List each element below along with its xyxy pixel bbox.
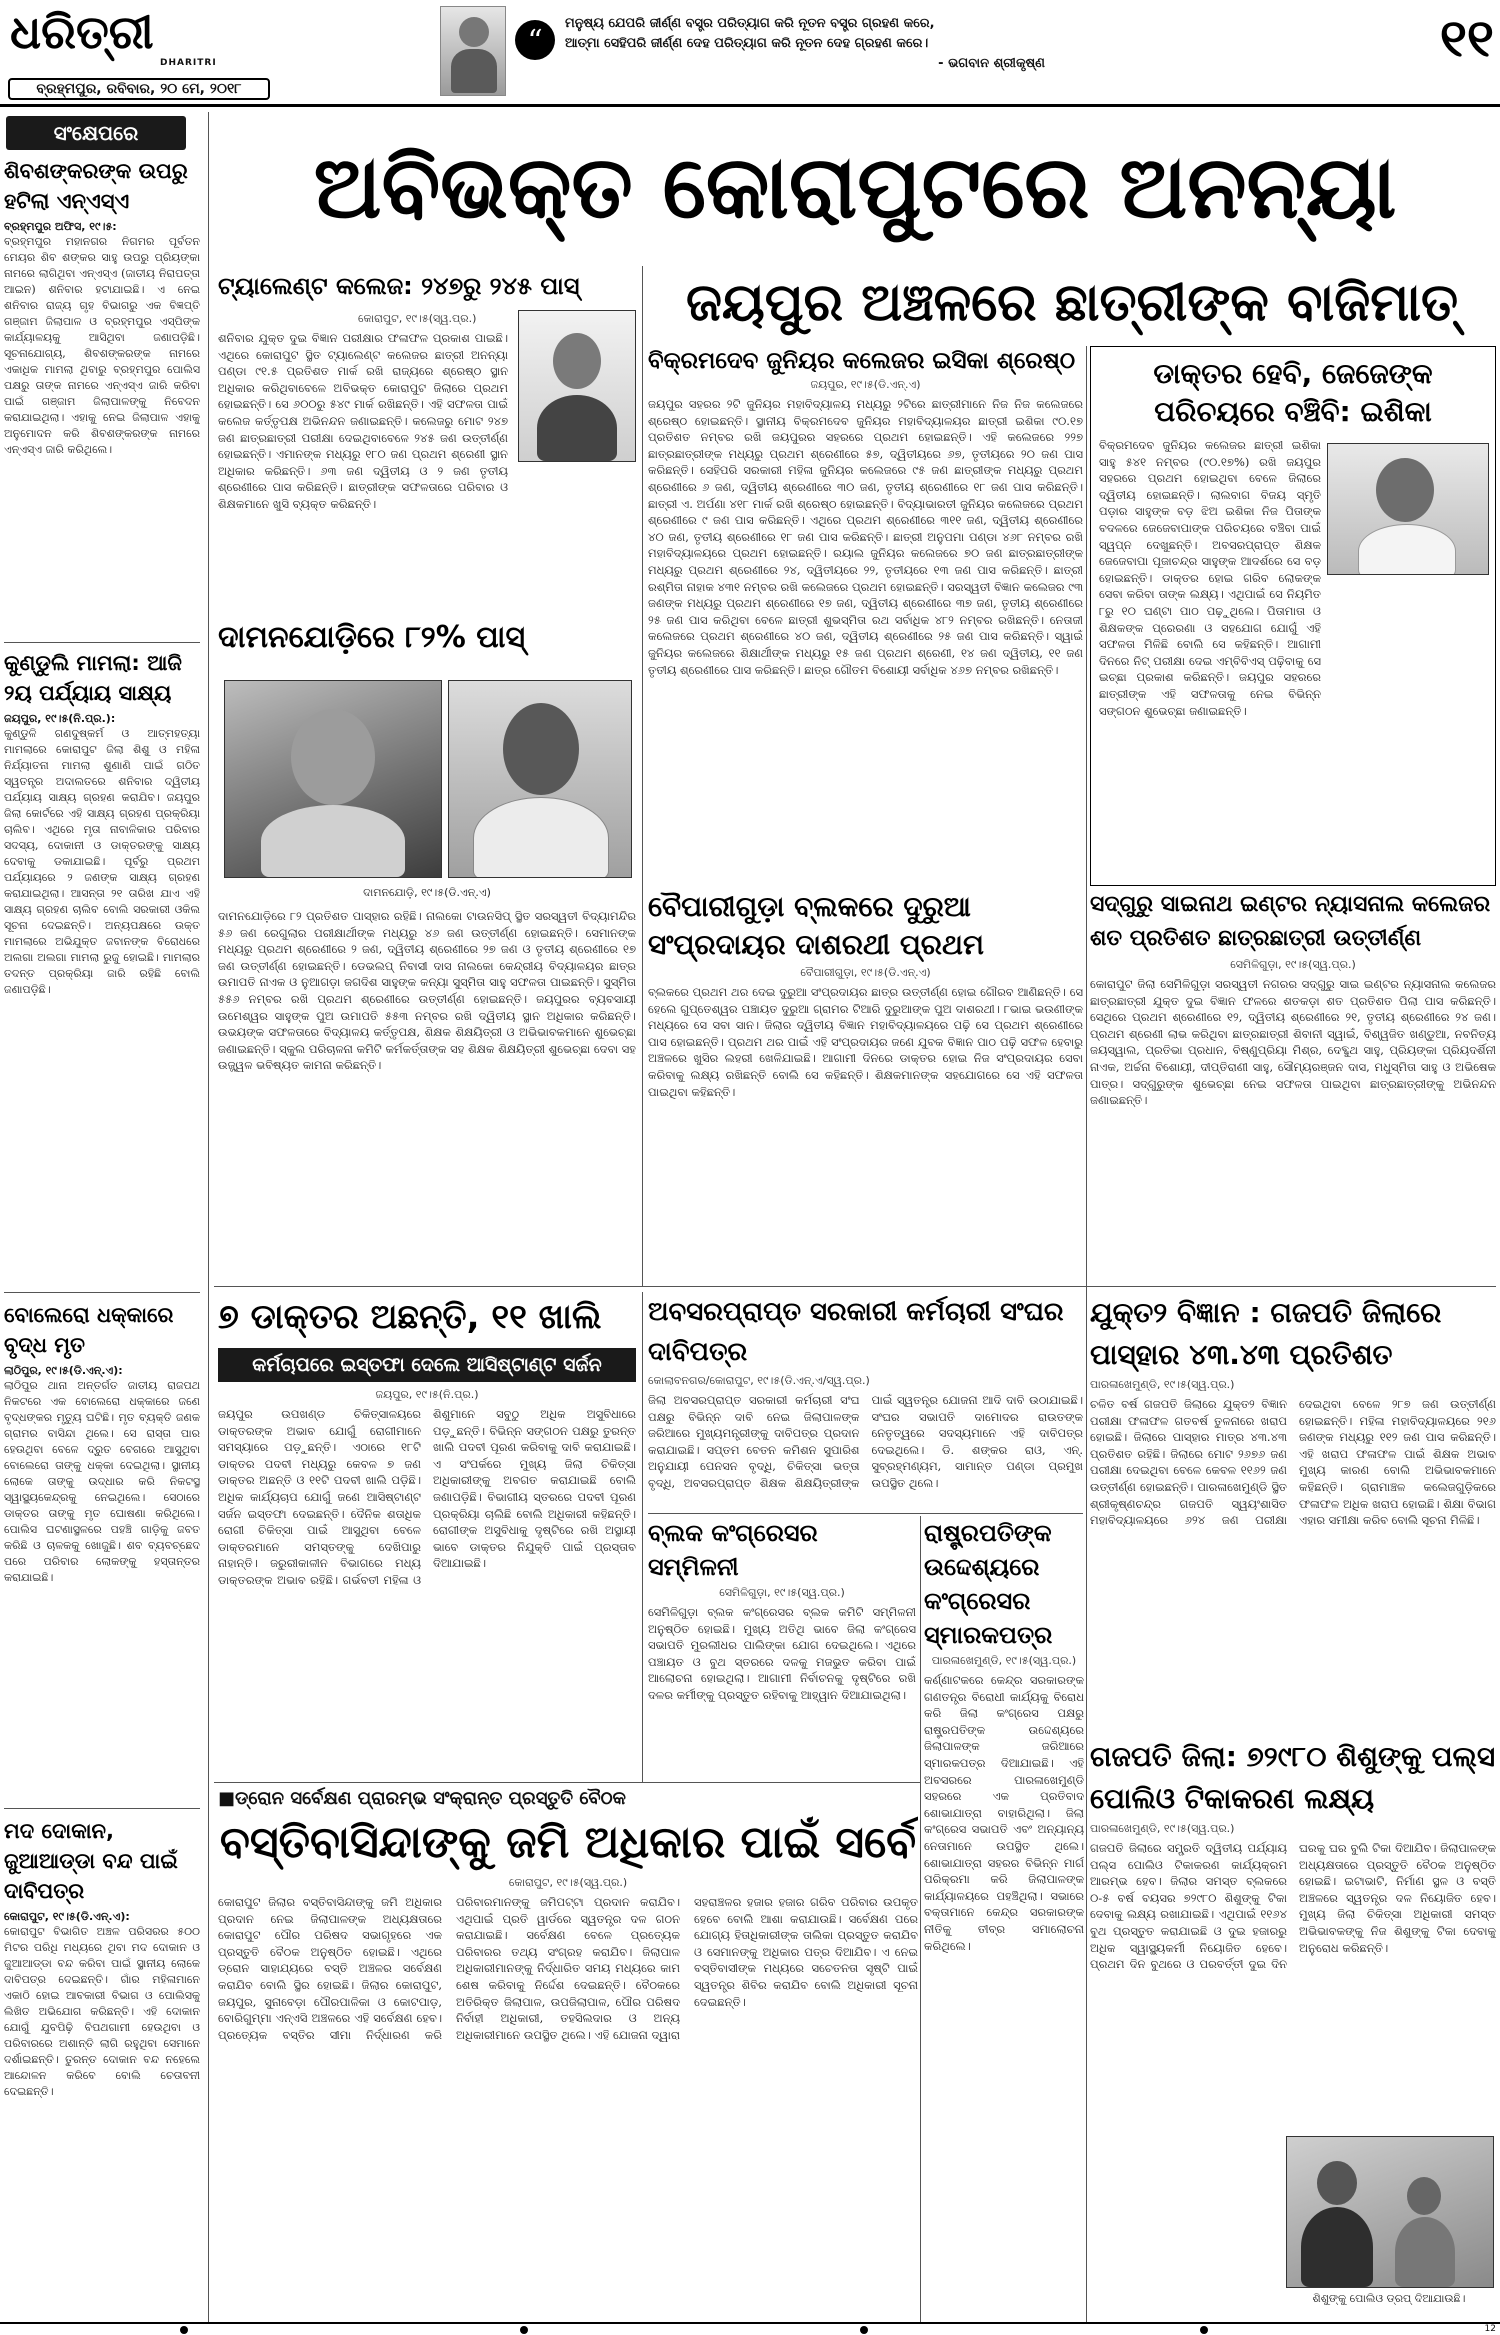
article-body: ଜୟପୁର ସହରର ୨ଟି ଜୁନିୟର ମହାବିଦ୍ୟାଳୟ ମଧ୍ୟରୁ ୨ଟିରେ ଛାତ୍ରୀମାନେ ନିଜ ନିଜ କଲେଜରେ ଶ୍ରେଷ୍ଠ ହୋଇଛନ୍ତି। ସ୍ଥାନୀୟ ବିକ୍ରମଦେବ ଜୁନିୟର ମହାବିଦ୍ୟାଳୟର ଛାତ୍ରୀ ଇଶିକା ୯୦.୧୭ ପ୍ରତିଶତ ନମ୍ବର ରଖି ଜୟପୁରର ସହରରେ ପ୍ରଥମ ହୋଇଛନ୍ତି। ଏହି କଲେଜରେ ୨୨୭ ଛାତ୍ରଛାତ୍ରୀଙ୍କ ମଧ୍ୟରୁ ପ୍ରଥମ ଶ୍ରେଣୀରେ ୫୭, ଦ୍ୱିତୀୟରେ ୬୭, ତୃତୀୟରେ ୨୦ ଜଣ ପାସ କରିଛନ୍ତି। ସେହିପରି ସରକାରୀ ମହିଳା ଜୁନିୟର କଲେଜରେ ୯୫ ଜଣ ଛାତ୍ରୀଙ୍କ ମଧ୍ୟରୁ ପ୍ରଥମ ଶ୍ରେଣୀରେ ୬ ଜଣ, ଦ୍ୱିତୀୟ ଶ୍ରେଣୀରେ ୩୦ ଜଣ, ତୃତୀୟ ଶ୍ରେଣୀରେ ୧୮ ଜଣ ପାସ କରିଛନ୍ତି। ଛାତ୍ରୀ ଏ. ଅର୍ପଣା ୪୧୮ ମାର୍କ ରଖି ଶ୍ରେଷ୍ଠ ହୋଇଛନ୍ତି। ବିଦ୍ୟାଭାରତୀ ଜୁନିୟର କଲେଜରେ ପ୍ରଥମ ଶ୍ରେଣୀରେ ୯ ଜଣ ପାସ କରିଛନ୍ତି। ଏଥିରେ ପ୍ରଥମ ଶ୍ରେଣୀରେ ୩୧୧ ଜଣ, ଦ୍ୱିତୀୟ ଶ୍ରେଣୀରେ ୪୦ ଜଣ, ତୃତୀୟ ଶ୍ରେଣୀରେ ୧୮ ଜଣ ପାସ କରିଛନ୍ତି। ଛାତ୍ରୀ ଅନୁପମା ପଣ୍ଡା ୪୬୮ ନମ୍ବର ରଖି ମହାବିଦ୍ୟାଳୟରେ ପ୍ରଥମ ହୋଇଛନ୍ତି। ରୟାଲ ଜୁନିୟର କଲେଜରେ ୭୦ ଜଣ ଛାତ୍ରଛାତ୍ରୀଙ୍କ ମଧ୍ୟରୁ ପ୍ରଥମ ଶ୍ରେଣୀରେ ୨୪, ଦ୍ୱିତୀୟରେ ୨୨, ତୃତୀୟରେ ୧୩ ଜଣ ପାସ କରିଛନ୍ତି। ଛାତ୍ରୀ ରଶ୍ମିତା ନାହାକ ୪୩୧ ନମ୍ବର ରଖି କଲେଜରେ ପ୍ରଥମ ହୋଇଛନ୍ତି। ସରସ୍ୱତୀ ବିଜ୍ଞାନ କଲେଜର ୯୩ ଜଣଙ୍କ ମଧ୍ୟରୁ ପ୍ରଥମ ଶ୍ରେଣୀରେ ୧୭ ଜଣ, ଦ୍ୱିତୀୟ ଶ୍ରେଣୀରେ ୩୭ ଜଣ, ତୃତୀୟ ଶ୍ରେଣୀରେ ୨୫ ଜଣ ପାସ କରିଥିବା ବେଳେ ଛାତ୍ରୀ ଶୁଭସ୍ମିତା ରଥ ସର୍ବାଧିକ ୪୮୨ ନମ୍ବର ରଖିଛନ୍ତି। ନେତାଜୀ କଲେଜରେ ପ୍ରଥମ ଶ୍ରେଣୀରେ ୪୦ ଜଣ, ଦ୍ୱିତୀୟ ଶ୍ରେଣୀରେ ୨୫ ଜଣ ପାସ କରିଛନ୍ତି। ସ୍ୱାଇଁ ଜୁନିୟର କଲେଜରେ ଶିକ୍ଷାର୍ଥୀଙ୍କ ମଧ୍ୟରୁ ୧୫ ଜଣ ପ୍ରଥମ ଶ୍ରେଣୀ, ୧୪ ଜଣ ଦ୍ୱିତୀୟ, ୧୧ ଜଣ ତୃତୀୟ ଶ୍ରେଣୀରେ ପାସ କରିଛନ୍ତି। ଛାତ୍ର ଗୌତମ ବିଶୋୟୀ ସର୍ବାଧିକ ୪୬୭ ନମ୍ବର ରଖିଛନ୍ତି। [648, 397, 1083, 677]
article-dateline: କୋରାପୁଟ, ୧୯।୫(ସ୍ୱ.ପ୍ର.) [358, 312, 477, 325]
masthead [0, 0, 1500, 100]
registration-marks [0, 2324, 1500, 2335]
article-dateline: ସେମିଳିଗୁଡ଼ା, ୧୯।୫(ସ୍ୱ.ପ୍ର.) [719, 1586, 845, 1599]
page-code: 12 [1484, 2324, 1496, 2334]
article-headline: ଟ୍ୟାଲେଣ୍ଟ କଲେଜ: ୨୪୭ରୁ ୨୪୫ ପାସ୍ [218, 272, 580, 300]
article-body: ବ୍ଲକରେ ପ୍ରଥମ ଥର ଦେଇ ଦୁରୁଆ ସଂପ୍ରଦାୟର ଛାତ୍ର ଉତ୍ତୀର୍ଣ୍ଣ ହୋଇ ଗୌରବ ଆଣିଛନ୍ତି। ସେ ହେଲେ ଗୁପ୍ତେଶ୍ୱର ପଞ୍ଚାୟତ ଦୁରୁଆ ଗ୍ରାମର ଟିଆରି ଦୁରୁଆଙ୍କ ପୁଅ ଦାଶରଥୀ। ୮ଭାଇ ଭଉଣୀଙ୍କ ମଧ୍ୟରେ ସେ ସବା ସାନ। ଜିଲାର ଦ୍ୱିତୀୟ ବିଜ୍ଞାନ ମହାବିଦ୍ୟାଳୟରେ ପଢ଼ି ସେ ପ୍ରଥମ ଶ୍ରେଣୀରେ ପାସ ହୋଇଛନ୍ତି। ପ୍ରଥମ ଥର ପାଇଁ ଏହି ସଂପ୍ରଦାୟର ଜଣେ ଯୁବକ ବିଜ୍ଞାନ ପାଠ ପଢ଼ି ସଫଳ ହେବାରୁ ଅଞ୍ଚଳରେ ଖୁସିର ଲହରୀ ଖେଳିଯାଇଛି। ଆଗାମୀ ଦିନରେ ଡାକ୍ତର ହୋଇ ନିଜ ସଂପ୍ରଦାୟର ସେବା କରିବାକୁ ଲକ୍ଷ୍ୟ ରଖିଛନ୍ତି ବୋଲି ସେ କହିଛନ୍ତି। ଶିକ୍ଷକମାନଙ୍କ ସହଯୋଗରେ ସେ ଏହି ସଫଳତା ପାଇଥିବା କହିଛନ୍ତି। [648, 985, 1083, 1099]
ananya-photo [518, 310, 636, 462]
article-headline: ସଦ୍‌ଗୁରୁ ସାଇନାଥ ଇଣ୍ଟର ନ୍ୟାସନାଲ କଲେଜର ଶତ ପ୍ରତିଶତ ଛାତ୍ରଛାତ୍ରୀ ଉତ୍ତୀର୍ଣ୍ଣ [1090, 892, 1491, 951]
dateline-bar [8, 78, 270, 100]
newspaper-logo: ଧରିତ୍ରୀ [10, 6, 154, 59]
brief-headline: ଶିବଶଙ୍କରଙ୍କ ଉପରୁ ହଟିଲା ଏନ୍‌ଏସ୍‌ଏ [4, 159, 188, 213]
quote-icon: “ [515, 20, 555, 60]
article-damanjodi [218, 618, 636, 1283]
quote-line-1: ମନୁଷ୍ୟ ଯେପରି ଜୀର୍ଣ୍ଣ ବସ୍ତ୍ର ପରିତ୍ୟାଗ କରି ନୂତନ ବସ୍ତ୍ର ଗ୍ରହଣ କରେ, [565, 16, 935, 31]
newspaper-logo-sub: DHARITRI [160, 58, 217, 68]
article-sub-headline: କର୍ମଚାପରେ ଇସ୍ତଫା ଦେଲେ ଆସିଷ୍ଟାଣ୍ଟ ସର୍ଜନ [218, 1348, 636, 1382]
gita-quote [565, 14, 1065, 94]
article-headline: ବ୍ଲକ କଂଗ୍ରେସର ସମ୍ମିଳନୀ [648, 1519, 818, 1581]
article-headline: ଜୟପୁର ଅଞ୍ଚଳରେ ଛାତ୍ରୀଙ୍କ ବାଜିମାତ୍ [685, 273, 1459, 333]
article-body: କର୍ଣ୍ଣାଟକରେ କେନ୍ଦ୍ର ସରକାରଙ୍କ ଗଣତନ୍ତ୍ର ବିରୋଧୀ କାର୍ଯ୍ୟକୁ ବିରୋଧ କରି ଜିଲା କଂଗ୍ରେସ ପକ୍ଷରୁ ରାଷ୍ଟ୍ରପତିଙ୍କ ଉଦ୍ଦେଶ୍ୟରେ ଜିଲାପାଳଙ୍କ ଜରିଆରେ ସ୍ମାରକପତ୍ର ଦିଆଯାଇଛି। ଏହି ଅବସରରେ ପାରଳାଖେମୁଣ୍ଡି ସହରରେ ଏକ ପ୍ରତିବାଦ ଶୋଭାଯାତ୍ରା ବାହାରିଥିଲା। ଜିଲା କଂଗ୍ରେସ ସଭାପତି ଏବଂ ଅନ୍ୟାନ୍ୟ ନେତାମାନେ ଉପସ୍ଥିତ ଥିଲେ। ଶୋଭାଯାତ୍ରା ସହରର ବିଭିନ୍ନ ମାର୍ଗ ପରିକ୍ରମା କରି ଜିଲାପାଳଙ୍କ କାର୍ଯ୍ୟାଳୟରେ ପହଞ୍ଚିଥିଲା। ସଭାରେ ବକ୍ତାମାନେ କେନ୍ଦ୍ର ସରକାରଙ୍କ ନୀତିକୁ ତୀବ୍ର ସମାଲୋଚନା କରିଥିଲେ। [924, 1673, 1084, 1953]
article-polio [1090, 1736, 1496, 2322]
article-body: ଜୟପୁର ଉପଖଣ୍ଡ ଚିକିତ୍ସାଳୟରେ ଡାକ୍ତରଙ୍କ ଅଭାବ ଯୋଗୁଁ ରୋଗୀମାନେ ସମସ୍ୟାରେ ପଡ଼ୁଛନ୍ତି। ଏଠାରେ ୧୮ଟି ଡାକ୍ତର ପଦବୀ ମଧ୍ୟରୁ କେବଳ ୭ ଜଣ ଡାକ୍ତର ଅଛନ୍ତି ଓ ୧୧ଟି ପଦବୀ ଖାଲି ପଡ଼ିଛି। ଅଧିକ କାର୍ଯ୍ୟଚାପ ଯୋଗୁଁ ଜଣେ ଆସିଷ୍ଟାଣ୍ଟ ସର୍ଜନ ଇସ୍ତଫା ଦେଇଛନ୍ତି। ଦୈନିକ ଶତାଧିକ ରୋଗୀ ଚିକିତ୍ସା ପାଇଁ ଆସୁଥିବା ବେଳେ ଡାକ୍ତରମାନେ ସମସ୍ତଙ୍କୁ ଦେଖିପାରୁ ନାହାନ୍ତି। ଜରୁରୀକାଳୀନ ବିଭାଗରେ ମଧ୍ୟ ଡାକ୍ତରଙ୍କ ଅଭାବ ରହିଛି। ଗର୍ଭବତୀ ମହିଳା ଓ ଶିଶୁମାନେ ସବୁଠୁ ଅଧିକ ଅସୁବିଧାରେ ପଡ଼ୁଛନ୍ତି। ବିଭିନ୍ନ ସଙ୍ଗଠନ ପକ୍ଷରୁ ତୁରନ୍ତ ଖାଲି ପଦବୀ ପୂରଣ କରିବାକୁ ଦାବି କରାଯାଇଛି। ଏ ସଂପର୍କରେ ମୁଖ୍ୟ ଜିଲା ଚିକିତ୍ସା ଅଧିକାରୀଙ୍କୁ ଅବଗତ କରାଯାଇଛି ବୋଲି ଜଣାପଡ଼ିଛି। ବିଭାଗୀୟ ସ୍ତରରେ ପଦବୀ ପୂରଣ ପ୍ରକ୍ରିୟା ଚାଲିଛି ବୋଲି ଅଧିକାରୀ କହିଛନ୍ତି। ରୋଗୀଙ୍କ ଅସୁବିଧାକୁ ଦୃଷ୍ଟିରେ ରଖି ଅସ୍ଥାୟୀ ଭାବେ ଡାକ୍ତର ନିଯୁକ୍ତି ପାଇଁ ପ୍ରସ୍ତାବ ଦିଆଯାଇଛି। [218, 1407, 636, 1587]
article-doctors [218, 1292, 636, 1780]
polio-photo [1286, 2136, 1494, 2288]
article-headline: ରାଷ୍ଟ୍ରପତିଙ୍କ ଉଦ୍ଦେଶ୍ୟରେ କଂଗ୍ରେସର ସ୍ମାରକପତ୍ର [924, 1519, 1053, 1649]
article-dateline: କୋରାପୁଟ, ୧୯।୫(ସ୍ୱ.ପ୍ର.) [508, 1876, 628, 1889]
brief-headline: ବୋଲେରୋ ଧକ୍କାରେ ବୃଦ୍ଧ ମୃତ [4, 1303, 174, 1357]
brief-dateline: ଜୟପୁର, ୧୯।୫(ନି.ପ୍ର.): [4, 712, 116, 725]
quote-author: - ଭଗବାନ ଶ୍ରୀକୃଷ୍ଣ [938, 56, 1045, 71]
article-jeypore [648, 268, 1496, 343]
article-body: ଚଳିତ ବର୍ଷ ଗଜପତି ଜିଲାରେ ଯୁକ୍ତ୨ ବିଜ୍ଞାନ ପରୀକ୍ଷା ଫଳାଫଳ ଗତବର୍ଷ ତୁଳନାରେ ଖରାପ ହୋଇଛି। ଜିଲାରେ ପାସ୍ହାର ମାତ୍ର ୪୩.୪୩ ପ୍ରତିଶତ ରହିଛି। ଜିଲାରେ ମୋଟ ୨୬୭୬ ଜଣ ପରୀକ୍ଷା ଦେଇଥିବା ବେଳେ କେବଳ ୧୧୬୨ ଜଣ ଉତ୍ତୀର୍ଣ୍ଣ ହୋଇଛନ୍ତି। ପାରଳାଖେମୁଣ୍ଡି ସ୍ଥିତ ଶ୍ରୀକୃଷ୍ଣଚନ୍ଦ୍ର ଗଜପତି ସ୍ୱୟଂଶାସିତ ମହାବିଦ୍ୟାଳୟରେ ୬୨୪ ଜଣ ପରୀକ୍ଷା ଦେଇଥିବା ବେଳେ ୨୮୭ ଜଣ ଉତ୍ତୀର୍ଣ୍ଣ ହୋଇଛନ୍ତି। ମହିଳା ମହାବିଦ୍ୟାଳୟରେ ୨୧୬ ଜଣଙ୍କ ମଧ୍ୟରୁ ୧୧୨ ଜଣ ପାସ କରିଛନ୍ତି। ଏହି ଖରାପ ଫଳାଫଳ ପାଇଁ ଶିକ୍ଷକ ଅଭାବ ମୁଖ୍ୟ କାରଣ ବୋଲି ଅଭିଭାବକମାନେ କହିଛନ୍ତି। ଗ୍ରାମାଞ୍ଚଳ କଲେଜଗୁଡ଼ିକରେ ଫଳାଫଳ ଅଧିକ ଖରାପ ହୋଇଛି। ଶିକ୍ଷା ବିଭାଗ ଏହାର ସମୀକ୍ଷା କରିବ ବୋଲି ସୂଚନା ମିଳିଛି। [1090, 1397, 1496, 1528]
sidebar-brief [0, 112, 205, 2322]
article-talent [218, 270, 636, 640]
article-dateline: ପାରଳାଖେମୁଣ୍ଡି, ୧୯।୫(ସ୍ୱ.ପ୍ର.) [931, 1654, 1077, 1667]
brief-headline: କୁଣ୍ଡୁଲି ମାମଲା: ଆଜି ୨ୟ ପର୍ଯ୍ୟାୟ ସାକ୍ଷ୍ୟ [4, 651, 182, 705]
article-headline: ବୈପାରୀଗୁଡ଼ା ବ୍ଲକରେ ଦୁରୁଆ ସଂପ୍ରଦାୟର ଦାଶରଥୀ ପ୍ରଥମ [648, 890, 984, 961]
brief-item-4 [4, 1816, 200, 2316]
masthead-date: ବ୍ରହ୍ମପୁର, ରବିବାର, ୨୦ ମେ, ୨୦୧୮ [36, 81, 242, 97]
article-headline: ଦାମନଯୋଡ଼ିରେ ୮୨% ପାସ୍ [218, 620, 526, 655]
article-dateline: ସେମିଳିଗୁଡ଼ା, ୧୯।୫(ସ୍ୱ.ପ୍ର.) [1230, 958, 1356, 971]
article-body: ଶନିବାର ଯୁକ୍ତ ଦୁଇ ବିଜ୍ଞାନ ପରୀକ୍ଷାର ଫଳାଫଳ ପ୍ରକାଶ ପାଇଛି। ଏଥିରେ କୋରାପୁଟ ସ୍ଥିତ ଟ୍ୟାଲେଣ୍ଟ କଲେଜର ଛାତ୍ରୀ ଅନନ୍ୟା ପଣ୍ଡା ୯୧.୫ ପ୍ରତିଶତ ମାର୍କ ରଖି ରାଜ୍ୟରେ ଶ୍ରେଷ୍ଠ ସ୍ଥାନ ଅଧିକାର କରିଥିବାବେଳେ ଅବିଭକ୍ତ କୋରାପୁଟ ଜିଲାରେ ପ୍ରଥମ ହୋଇଛନ୍ତି। ସେ ୬୦୦ରୁ ୫୪୯ ମାର୍କ ରଖିଛନ୍ତି। ଏହି ସଫଳତା ପାଇଁ କଲେଜ କର୍ତ୍ତୃପକ୍ଷ ଅଭିନନ୍ଦନ ଜଣାଇଛନ୍ତି। କଲେଜରୁ ମୋଟ ୨୪୭ ଜଣ ଛାତ୍ରଛାତ୍ରୀ ପରୀକ୍ଷା ଦେଇଥିବାବେଳେ ୨୪୫ ଜଣ ଉତ୍ତୀର୍ଣ୍ଣ ହୋଇଛନ୍ତି। ଏମାନଙ୍କ ମଧ୍ୟରୁ ୧୮୦ ଜଣ ପ୍ରଥମ ଶ୍ରେଣୀ ସ୍ଥାନ ଅଧିକାର କରିଛନ୍ତି। ୬୩ ଜଣ ଦ୍ୱିତୀୟ ଓ ୨ ଜଣ ତୃତୀୟ ଶ୍ରେଣୀରେ ପାସ କରିଛନ୍ତି। ଛାତ୍ରୀଙ୍କ ସଫଳତାରେ ପରିବାର ଓ ଶିକ୍ଷକମାନେ ଖୁସି ବ୍ୟକ୍ତ କରିଛନ୍ତି। [218, 331, 512, 511]
article-headline: ଅବସରପ୍ରାପ୍ତ ସରକାରୀ କର୍ମଚାରୀ ସଂଘର ଦାବିପତ୍ର [648, 1297, 1064, 1367]
brief-item-1 [4, 156, 200, 638]
article-headline: ଡାକ୍ତର ହେବି, ଜେଜେଙ୍କ ପରିଚୟରେ ବଞ୍ଚିବି: ଇଶିକା [1153, 357, 1433, 428]
article-kicker: ■ଡ୍ରୋନ ସର୍ବେକ୍ଷଣ ପ୍ରାରମ୍ଭ ସଂକ୍ରାନ୍ତ ପ୍ରସ୍ତୁତି ବୈଠକ [218, 1788, 626, 1809]
photo-caption: ଶିଶୁଙ୍କୁ ପୋଲିଓ ଡ୍ରପ୍ ଦିଆଯାଉଛି। [1312, 2292, 1466, 2305]
article-body: ଗଜପତି ଜିଲାରେ ସମ୍ପ୍ରତି ଦ୍ୱିତୀୟ ପର୍ଯ୍ୟାୟ ପଲ୍ସ ପୋଲିଓ ଟିକାକରଣ କାର୍ଯ୍ୟକ୍ରମ ଆରମ୍ଭ ହେବ। ଜିଲାର ସମସ୍ତ ବ୍ଲକରେ ୦-୫ ବର୍ଷ ବୟସର ୭୨୯୮୦ ଶିଶୁଙ୍କୁ ଟିକା ଦେବାକୁ ଲକ୍ଷ୍ୟ ରଖାଯାଇଛି। ଏଥିପାଇଁ ୧୧୬୪ ବୁଥ ପ୍ରସ୍ତୁତ କରାଯାଇଛି ଓ ଦୁଇ ହଜାରରୁ ଅଧିକ ସ୍ୱାସ୍ଥ୍ୟକର୍ମୀ ନିୟୋଜିତ ହେବେ। ପ୍ରଥମ ଦିନ ବୁଥରେ ଓ ପରବର୍ତ୍ତୀ ଦୁଇ ଦିନ ଘରକୁ ଘର ବୁଲି ଟିକା ଦିଆଯିବ। ଜିଲାପାଳଙ୍କ ଅଧ୍ୟକ୍ଷତାରେ ପ୍ରସ୍ତୁତି ବୈଠକ ଅନୁଷ୍ଠିତ ହୋଇଛି। ଇଟାଭାଟି, ନିର୍ମାଣ ସ୍ଥଳ ଓ ବସ୍ତି ଅଞ୍ଚଳରେ ସ୍ୱତନ୍ତ୍ର ଦଳ ନିୟୋଜିତ ହେବ। ମୁଖ୍ୟ ଜିଲା ଚିକିତ୍ସା ଅଧିକାରୀ ସମସ୍ତ ଅଭିଭାବକଙ୍କୁ ନିଜ ଶିଶୁଙ୍କୁ ଟିକା ଦେବାକୁ ଅନୁରୋଧ କରିଛନ୍ତି। [1090, 1841, 1496, 1972]
brief-dateline: ବ୍ରହ୍ମପୁର ଅଫିସ, ୧୯।୫: [4, 220, 117, 233]
main-headline: ଅବିଭକ୍ତ କୋରାପୁଟରେ ଅନନ୍ୟା [313, 138, 1397, 238]
brief-body: ବ୍ରହ୍ମପୁର ମହାନଗର ନିଗମର ପୂର୍ବତନ ମେୟର ଶିବ ଶଙ୍କର ସାହୁ ଉପରୁ ପ୍ରିୟଙ୍କା ନାମରେ ଲାଗିଥିବା ଏନ୍‌ଏସ୍‌ଏ (ଜାତୀୟ ନିରାପତ୍ତା ଆଇନ) ଶନିବାର ହଟାଯାଇଛି। ଏ ନେଇ ଶନିବାର ରାଜ୍ୟ ଗୃହ ବିଭାଗରୁ ଏକ ବିଜ୍ଞପ୍ତି ଗଞ୍ଜାମ ଜିଲାପାଳ ଓ ବ୍ରହ୍ମପୁର ଏସ୍‌ପିଙ୍କ କାର୍ଯ୍ୟାଳୟକୁ ଆସିଥିବା ଜଣାପଡ଼ିଛି। ସୂଚନାଯୋଗ୍ୟ, ଶିବଶଙ୍କରଙ୍କ ନାମରେ ଏକାଧିକ ମାମଲା ଥିବାରୁ ବ୍ରହ୍ମପୁର ପୋଲିସ ପକ୍ଷରୁ ତାଙ୍କ ନାମରେ ଏନ୍‌ଏସ୍‌ଏ ଜାରି କରିବା ପାଇଁ ଗଞ୍ଜାମ ଜିଲାପାଳଙ୍କୁ ନିବେଦନ କରାଯାଇଥିଲା। ଏହାକୁ ନେଇ ଜିଲାପାଳ ଏହାକୁ ଅନୁମୋଦନ କରି ଶିବଶଙ୍କରଙ୍କ ନାମରେ ଏନ୍‌ଏସ୍‌ଏ ଜାରି କରିଥିଲେ। [4, 235, 200, 456]
susmita-photo [224, 680, 442, 878]
quote-line-2: ଆତ୍ମା ସେହିପରି ଜୀର୍ଣ୍ଣ ଦେହ ପରିତ୍ୟାଗ କରି ନୂତନ ଦେହ ଗ୍ରହଣ କରେ। [565, 36, 929, 51]
article-dateline: ପାରଳାଖେମୁଣ୍ଡି, ୧୯।୫(ସ୍ୱ.ପ୍ର.) [1090, 1822, 1235, 1835]
article-body: ବିକ୍ରମଦେବ ଜୁନିୟର କଲେଜର ଛାତ୍ରୀ ଇଶିକା ସାହୁ ୫୪୧ ନମ୍ବର (୯୦.୧୭%) ରଖି ଜୟପୁର ସହରରେ ପ୍ରଥମ ହୋଇଥିବା ବେଳେ ଜିଲାରେ ଦ୍ୱିତୀୟ ହୋଇଛନ୍ତି। ଲାଲବାଗ ବିଜୟ ସ୍ମୃତି ପଡ଼ାର ସାହୁଙ୍କ ବଡ଼ ଝିଅ ଇଶିକା ନିଜ ପିତାଙ୍କ ବଦଳରେ ଜେଜେବାପାଙ୍କ ପରିଚୟରେ ବଞ୍ଚିବା ପାଇଁ ସ୍ୱପ୍ନ ଦେଖୁଛନ୍ତି। ଅବସରପ୍ରାପ୍ତ ଶିକ୍ଷକ ଜେଜେବାପା ପୂଜାଚନ୍ଦ୍ର ସାହୁଙ୍କ ଆଦର୍ଶରେ ସେ ବଡ଼ ହୋଇଛନ୍ତି। ଡାକ୍ତର ହୋଇ ଗରିବ ଲୋକଙ୍କ ସେବା କରିବା ତାଙ୍କ ଲକ୍ଷ୍ୟ। ଏଥିପାଇଁ ସେ ନିୟମିତ ୮ରୁ ୧୦ ଘଣ୍ଟା ପାଠ ପଢ଼ୁଥିଲେ। ପିତାମାତା ଓ ଶିକ୍ଷକଙ୍କ ପ୍ରେରଣା ଓ ସହଯୋଗ ଯୋଗୁଁ ଏହି ସଫଳତା ମିଳିଛି ବୋଲି ସେ କହିଛନ୍ତି। ଆଗାମୀ ଦିନରେ ନିଟ୍ ପରୀକ୍ଷା ଦେଇ ଏମ୍‌ବିବିଏସ୍ ପଢ଼ିବାକୁ ସେ ଇଚ୍ଛା ପ୍ରକାଶ କରିଛନ୍ତି। ଜୟପୁର ସହରରେ ଛାତ୍ରୀଙ୍କ ଏହି ସଫଳତାକୁ ନେଇ ବିଭିନ୍ନ ସଙ୍ଗଠନ ଶୁଭେଚ୍ଛା ଜଣାଇଛନ୍ତି। [1099, 438, 1325, 718]
brief-body: କୋରାପୁଟ ବିଭାଗିତ ଅଞ୍ଚଳ ପରିସରର ୫୦୦ ମିଟର ପରିଧି ମଧ୍ୟରେ ଥିବା ମଦ ଦୋକାନ ଓ ଜୁଆଆଡ୍ଡା ବନ୍ଦ କରିବା ପାଇଁ ସ୍ଥାନୀୟ ଲୋକେ ଦାବିପତ୍ର ଦେଇଛନ୍ତି। ଗାଁର ମହିଳାମାନେ ଏକାଠି ହୋଇ ଆବକାରୀ ବିଭାଗ ଓ ପୋଲିସକୁ ଲିଖିତ ଅଭିଯୋଗ କରିଛନ୍ତି। ଏହି ଦୋକାନ ଯୋଗୁଁ ଯୁବପିଢ଼ି ବିପଥଗାମୀ ହେଉଥିବା ଓ ପରିବାରରେ ଅଶାନ୍ତି ଲାଗି ରହୁଥିବା ସେମାନେ ଦର୍ଶାଇଛନ୍ତି। ତୁରନ୍ତ ଦୋକାନ ବନ୍ଦ ନହେଲେ ଆନ୍ଦୋଳନ କରିବେ ବୋଲି ଚେତାବନୀ ଦେଇଛନ୍ତି। [4, 1925, 200, 2098]
brief-body: ଲାଠିପୁର ଥାନା ଅନ୍ତର୍ଗତ ଜାତୀୟ ରାଜପଥ ନିକଟରେ ଏକ ବୋଲେରୋ ଧକ୍କାରେ ଜଣେ ବୃଦ୍ଧଙ୍କର ମୃତ୍ୟୁ ଘଟିଛି। ମୃତ ବ୍ୟକ୍ତି ଜଣକ ଗ୍ରାମର ବାସିନ୍ଦା ଥିଲେ। ସେ ରାସ୍ତା ପାର ହେଉଥିବା ବେଳେ ଦ୍ରୁତ ବେଗରେ ଆସୁଥିବା ବୋଲେରୋ ତାଙ୍କୁ ଧକ୍କା ଦେଇଥିଲା। ସ୍ଥାନୀୟ ଲୋକେ ତାଙ୍କୁ ଉଦ୍ଧାର କରି ନିକଟସ୍ଥ ସ୍ୱାସ୍ଥ୍ୟକେନ୍ଦ୍ରକୁ ନେଇଥିଲେ। ସେଠାରେ ଡାକ୍ତର ତାଙ୍କୁ ମୃତ ଘୋଷଣା କରିଥିଲେ। ପୋଲିସ ଘଟଣାସ୍ଥଳରେ ପହଞ୍ଚି ଗାଡ଼ିକୁ ଜବତ କରିଛି ଓ ଚାଳକକୁ ଖୋଜୁଛି। ଶବ ବ୍ୟବଚ୍ଛେଦ ପରେ ପରିବାର ଲୋକଙ୍କୁ ହସ୍ତାନ୍ତର କରାଯାଇଛି। [4, 1379, 200, 1584]
article-sadguru [1090, 888, 1496, 1283]
page-number: ୧୧ [1439, 10, 1494, 69]
brief-dateline: ଲାଠିପୁର, ୧୯।୫(ଡି.ଏନ୍‌.ଏ): [4, 1364, 123, 1377]
article-sub-headline: ବିକ୍ରମଦେବ ଜୁନିୟର କଲେଜର ଇସିକା ଶ୍ରେଷ୍ଠ [648, 348, 1076, 374]
umapati-photo [448, 680, 632, 878]
article-ishika [1090, 346, 1496, 886]
article-jeypore-body [648, 346, 1083, 886]
krishna-image [440, 6, 506, 96]
article-dateline: ପାରଳାଖେମୁଣ୍ଡି, ୧୯।୫(ସ୍ୱ.ପ୍ର.) [1090, 1378, 1235, 1391]
article-dateline: ବୈପାରୀଗୁଡ଼ା, ୧୯।୫(ଡି.ଏନ୍‌.ଏ) [800, 966, 931, 979]
article-gajapati-results [1090, 1292, 1496, 1732]
brief-headline: ମଦ ଦୋକାନ, ଜୁଆଆଡ୍ଡା ବନ୍ଦ ପାଇଁ ଦାବିପତ୍ର [4, 1819, 178, 1903]
article-president [924, 1516, 1084, 2322]
article-headline: ବସ୍ତିବାସିନ୍ଦାଙ୍କୁ ଜମି ଅଧିକାର ପାଇଁ ସର୍ବେ [219, 1817, 917, 1868]
sidebar-label: ସଂକ୍ଷେପରେ [6, 116, 186, 150]
article-headline: ଯୁକ୍ତ୨ ବିଜ୍ଞାନ : ଗଜପତି ଜିଲାରେ ପାସ୍ହାର ୪୩.୪୩ ପ୍ରତିଶତ [1090, 1296, 1442, 1371]
article-dateline: କୋଲାବନଗର/କୋରାପୁଟ, ୧୯।୫(ଡି.ଏନ୍‌.ଏ/ସ୍ୱ.ପ୍ର.) [648, 1374, 870, 1387]
article-headline: ୭ ଡାକ୍ତର ଅଛନ୍ତି, ୧୧ ଖାଲି [218, 1297, 602, 1337]
article-boipariguda [648, 888, 1083, 1283]
article-congress [648, 1516, 916, 1780]
brief-body: କୁଣ୍ଡୁଳି ଗଣଦୁଷ୍କର୍ମ ଓ ଆତ୍ମହତ୍ୟା ମାମଲାରେ କୋରାପୁଟ ଜିଲା ଶିଶୁ ଓ ମହିଳା ନିର୍ଯ୍ୟାତନା ମାମଲା ଶୁଣାଣି ପାଇଁ ଗଠିତ ସ୍ୱତନ୍ତ୍ର ଅଦାଲତରେ ଶନିବାର ଦ୍ୱିତୀୟ ପର୍ଯ୍ୟାୟ ସାକ୍ଷ୍ୟ ଗ୍ରହଣ କରାଯିବ। ଜୟପୁର ଜିଲା କୋର୍ଟରେ ଏହି ସାକ୍ଷ୍ୟ ଗ୍ରହଣ ପ୍ରକ୍ରିୟା ଚାଲିବ। ଏଥିରେ ମୃତା ନାବାଳିକାର ପରିବାର ସଦସ୍ୟ, ଦୋକାନୀ ଓ ଡାକ୍ତରଙ୍କୁ ସାକ୍ଷ୍ୟ ଦେବାକୁ ଡକାଯାଇଛି। ପୂର୍ବରୁ ପ୍ରଥମ ପର୍ଯ୍ୟାୟରେ ୨ ଜଣଙ୍କ ସାକ୍ଷ୍ୟ ଗ୍ରହଣ କରାଯାଇଥିଲା। ଆସନ୍ତା ୨୧ ତାରିଖ ଯାଏ ଏହି ସାକ୍ଷ୍ୟ ଗ୍ରହଣ ଚାଲିବ ବୋଲି ସରକାରୀ ଓକିଲ ସୂଚନା ଦେଇଛନ୍ତି। ଅନ୍ୟପକ୍ଷରେ ଉକ୍ତ ମାମଲାରେ ଅଭିଯୁକ୍ତ ଜବାନଙ୍କ ବିରୋଧରେ ଅଲଗା ଅଲଗା ମାମଲା ରୁଜୁ ହୋଇଛି। ମାମଲାର ତଦନ୍ତ ପ୍ରକ୍ରିୟା ଜାରି ରହିଛି ବୋଲି ଜଣାପଡ଼ିଛି। [4, 727, 200, 996]
article-employees [648, 1292, 1083, 1512]
article-dateline: ଜୟପୁର, ୧୯।୫(ନି.ପ୍ର.) [375, 1388, 479, 1401]
article-headline: ଗଜପତି ଜିଲା: ୭୨୯୮୦ ଶିଶୁଙ୍କୁ ପଲ୍ସ ପୋଲିଓ ଟିକାକରଣ ଲକ୍ଷ୍ୟ [1090, 1740, 1496, 1815]
article-body: କୋରାପୁଟ ଜିଲାର ବସ୍ତିବାସିନ୍ଦାଙ୍କୁ ଜମି ଅଧିକାର ପ୍ରଦାନ ନେଇ ଜିଲାପାଳଙ୍କ ଅଧ୍ୟକ୍ଷତାରେ କୋରାପୁଟ ପୌର ପରିଷଦ ସଭାଗୃହରେ ଏକ ପ୍ରସ୍ତୁତି ବୈଠକ ଅନୁଷ୍ଠିତ ହୋଇଛି। ଏଥିରେ ଡ୍ରୋନ ସାହାଯ୍ୟରେ ବସ୍ତି ଅଞ୍ଚଳର ସର୍ବେକ୍ଷଣ କରାଯିବ ବୋଲି ସ୍ଥିର ହୋଇଛି। ଜିଲାର କୋରାପୁଟ, ଜୟପୁର, ସୁନାବେଡ଼ା ପୌରପାଳିକା ଓ କୋଟପାଡ଼, ବୋରିଗୁମ୍ମା ଏନ୍‌ଏସି ଅଞ୍ଚଳରେ ଏହି ସର୍ବେକ୍ଷଣ ହେବ। ପ୍ରତ୍ୟେକ ବସ୍ତିର ସୀମା ନିର୍ଦ୍ଧାରଣ କରି ପରିବାରମାନଙ୍କୁ ଜମିପଟ୍ଟା ପ୍ରଦାନ କରାଯିବ। ଏଥିପାଇଁ ପ୍ରତି ୱାର୍ଡରେ ସ୍ୱତନ୍ତ୍ର ଦଳ ଗଠନ କରାଯାଇଛି। ସର୍ବେକ୍ଷଣ ବେଳେ ପ୍ରତ୍ୟେକ ପରିବାରର ତଥ୍ୟ ସଂଗ୍ରହ କରାଯିବ। ଜିଲାପାଳ ଅଧିକାରୀମାନଙ୍କୁ ନିର୍ଦ୍ଧାରିତ ସମୟ ମଧ୍ୟରେ କାମ ଶେଷ କରିବାକୁ ନିର୍ଦ୍ଦେଶ ଦେଇଛନ୍ତି। ବୈଠକରେ ଅତିରିକ୍ତ ଜିଲାପାଳ, ଉପଜିଲାପାଳ, ପୌର ପରିଷଦ ନିର୍ବାହୀ ଅଧିକାରୀ, ତହସିଲଦାର ଓ ଅନ୍ୟ ଅଧିକାରୀମାନେ ଉପସ୍ଥିତ ଥିଲେ। ଏହି ଯୋଜନା ଦ୍ୱାରା ସହରାଞ୍ଚଳର ହଜାର ହଜାର ଗରିବ ପରିବାର ଉପକୃତ ହେବେ ବୋଲି ଆଶା କରାଯାଉଛି। ସର୍ବେକ୍ଷଣ ପରେ ଯୋଗ୍ୟ ହିତାଧିକାରୀଙ୍କ ତାଲିକା ପ୍ରସ୍ତୁତ କରାଯିବ ଓ ସେମାନଙ୍କୁ ଅଧିକାର ପତ୍ର ଦିଆଯିବ। ଏ ନେଇ ବସ୍ତିବାସୀଙ୍କ ମଧ୍ୟରେ ସଚେତନତା ସୃଷ୍ଟି ପାଇଁ ସ୍ୱତନ୍ତ୍ର ଶିବିର କରାଯିବ ବୋଲି ଅଧିକାରୀ ସୂଚନା ଦେଇଛନ୍ତି। [218, 1895, 918, 2042]
photo-caption: ଦାମନଯୋଡ଼ି, ୧୯।୫(ଡି.ଏନ୍‌.ଏ) [363, 886, 491, 899]
article-body: କୋରାପୁଟ ଜିଲା ସେମିଳିଗୁଡ଼ା ସରସ୍ୱତୀ ନଗରର ସଦ୍‌ଗୁରୁ ସାଇ ଇଣ୍ଟର ନ୍ୟାସନାଲ କଲେଜର ଛାତ୍ରଛାତ୍ରୀ ଯୁକ୍ତ ଦୁଇ ବିଜ୍ଞାନ ଫଳରେ ଶତକଡ଼ା ଶତ ପ୍ରତିଶତ ପିଲା ପାସ କରିଛନ୍ତି। ସେଥିରେ ପ୍ରଥମ ଶ୍ରେଣୀରେ ୧୨, ଦ୍ୱିତୀୟ ଶ୍ରେଣୀରେ ୨୧, ତୃତୀୟ ଶ୍ରେଣୀରେ ୨୪ ଜଣ। ପ୍ରଥମ ଶ୍ରେଣୀ ଲାଭ କରିଥିବା ଛାତ୍ରଛାତ୍ରୀ ଶିବାନୀ ସ୍ୱାଇଁ, ବିଶ୍ୱଜିତ ଖଣ୍ଡୁଆ, ନବନିତ୍ୟ ଜୟସ୍ୱାଲ, ପ୍ରତିଭା ପ୍ରଧାନ, ବିଷ୍ଣୁପ୍ରିୟା ମିଶ୍ର, ଦେବ୍ଦୁଥ ସାହୁ, ପ୍ରିୟଙ୍କା ପ୍ରିୟଦର୍ଶିନୀ ନାଏକ, ଅର୍ଚ୍ଚନା ବିଶୋୟୀ, ଦୀପ୍ତିରାଣୀ ସାହୁ, ସୌମ୍ୟରଞ୍ଜନ ଦାସ, ମଧୁସ୍ମିତା ସାହୁ ଓ ଅଭିଷେକ ପାତ୍ର। ସଦ୍‌ଗୁରୁଙ୍କ ଶୁଭେଚ୍ଛା ନେଇ ସଫଳତା ପାଇଥିବା ଛାତ୍ରଛାତ୍ରୀଙ୍କୁ ଅଭିନନ୍ଦନ ଜଣାଇଛନ୍ତି। [1090, 977, 1496, 1108]
brief-dateline: କୋରାପୁଟ, ୧୯।୫(ଡି.ଏନ୍‌.ଏ): [4, 1910, 130, 1923]
ishika-photo [1327, 443, 1489, 575]
article-body: ଦାମନଯୋଡ଼ିରେ ୮୨ ପ୍ରତିଶତ ପାସ୍ହାର ରହିଛି। ନାଲକୋ ଟାଉନସିପ୍ ସ୍ଥିତ ସରସ୍ୱତୀ ବିଦ୍ୟାମନ୍ଦିର ୫୬ ଜଣ ରେଗୁଲାର ପରୀକ୍ଷାର୍ଥୀଙ୍କ ମଧ୍ୟରୁ ୪୬ ଜଣ ଉତ୍ତୀର୍ଣ୍ଣ ହୋଇଛନ୍ତି। ସେମାନଙ୍କ ମଧ୍ୟରୁ ପ୍ରଥମ ଶ୍ରେଣୀରେ ୨ ଜଣ, ଦ୍ୱିତୀୟ ଶ୍ରେଣୀରେ ୨୭ ଜଣ ଓ ତୃତୀୟ ଶ୍ରେଣୀରେ ୧୭ ଜଣ ଉତ୍ତୀର୍ଣ୍ଣ ହୋଇଛନ୍ତି। ଡେଭଲପ୍ ନିବାସୀ ଦାସ ନାଲକୋ କେନ୍ଦ୍ରୀୟ ବିଦ୍ୟାଳୟର ଛାତ୍ର ଉମାପତି ନାଏକ ଓ ନୁଆଗଡ଼ା ଜଗଦିଶ ସାହୁଙ୍କ କନ୍ୟା ସୁସ୍ମିତା ସାହୁ ସଫଳତା ପାଇଛନ୍ତି। ସୁସ୍ମିତା ୫୫୬ ନମ୍ବର ରଖି ପ୍ରଥମ ଶ୍ରେଣୀରେ ଉତ୍ତୀର୍ଣ୍ଣ ହୋଇଛନ୍ତି। ଜୟପୁରର ବ୍ୟବସାୟୀ ଉମେଶ୍ୱର ସାହୁଙ୍କ ପୁଅ ଉମାପତି ୫୫୩ ନମ୍ବର ରଖି ଦ୍ୱିତୀୟ ସ୍ଥାନ ଅଧିକାର କରିଛନ୍ତି। ଉଭୟଙ୍କ ସଫଳତାରେ ବିଦ୍ୟାଳୟ କର୍ତ୍ତୃପକ୍ଷ, ଶିକ୍ଷକ ଶିକ୍ଷୟିତ୍ରୀ ଓ ଅଭିଭାବକମାନେ ଶୁଭେଚ୍ଛା ଜଣାଇଛନ୍ତି। ସ୍କୁଲ ପରିଚାଳନା କମିଟି କର୍ମକର୍ତ୍ତାଙ୍କ ସହ ଶିକ୍ଷକ ଶିକ୍ଷୟିତ୍ରୀ ଶୁଭେଚ୍ଛା ଦେବା ସହ ଉଜ୍ଜ୍ୱଳ ଭବିଷ୍ୟତ କାମନା କରିଛନ୍ତି। [218, 909, 636, 1073]
brief-item-2 [4, 648, 200, 1288]
article-dateline: ଜୟପୁର, ୧୯।୫(ଡି.ଏନ୍‌.ଏ) [810, 378, 921, 391]
brief-item-3 [4, 1300, 200, 1804]
article-body: ଜିଲା ଅବସରପ୍ରାପ୍ତ ସରକାରୀ କର୍ମଚାରୀ ସଂଘ ପକ୍ଷରୁ ବିଭିନ୍ନ ଦାବି ନେଇ ଜିଲାପାଳଙ୍କ ଜରିଆରେ ମୁଖ୍ୟମନ୍ତ୍ରୀଙ୍କୁ ଦାବିପତ୍ର ପ୍ରଦାନ କରାଯାଇଛି। ସପ୍ତମ ବେତନ କମିଶନ ସୁପାରିଶ ଅନୁଯାୟୀ ପେନସନ ବୃଦ୍ଧି, ଚିକିତ୍ସା ଭତ୍ତା ବୃଦ୍ଧି, ଅବସରପ୍ରାପ୍ତ ଶିକ୍ଷକ ଶିକ୍ଷୟିତ୍ରୀଙ୍କ ପାଇଁ ସ୍ୱତନ୍ତ୍ର ଯୋଜନା ଆଦି ଦାବି ଉଠାଯାଇଛି। ସଂଘର ସଭାପତି ଦାମୋଦର ରାଉତଙ୍କ ନେତୃତ୍ୱରେ ସଦସ୍ୟମାନେ ଏହି ଦାବିପତ୍ର ଦେଇଥିଲେ। ଡି. ଶଙ୍କର ରାଓ, ଏନ୍‌. ସୁବ୍ରହ୍ମଣ୍ୟମ, ସାମାନ୍ତ ପଣ୍ଡା ପ୍ରମୁଖ ଉପସ୍ଥିତ ଥିଲେ। [648, 1393, 1083, 1490]
article-body: ସେମିଳିଗୁଡ଼ା ବ୍ଲକ କଂଗ୍ରେସର ବ୍ଲକ କମିଟି ସମ୍ମିଳନୀ ଅନୁଷ୍ଠିତ ହୋଇଛି। ମୁଖ୍ୟ ଅତିଥି ଭାବେ ଜିଲା କଂଗ୍ରେସ ସଭାପତି ମୁରଲୀଧର ପାଲିଙ୍କା ଯୋଗ ଦେଇଥିଲେ। ଏଥିରେ ପଞ୍ଚାୟତ ଓ ବୁଥ ସ୍ତରରେ ଦଳକୁ ମଜଭୁତ କରିବା ପାଇଁ ଆଲୋଚନା ହୋଇଥିଲା। ଆଗାମୀ ନିର୍ବାଚନକୁ ଦୃଷ୍ଟିରେ ରଖି ଦଳର କର୍ମୀଙ୍କୁ ପ୍ରସ୍ତୁତ ରହିବାକୁ ଆହ୍ୱାନ ଦିଆଯାଇଥିଲା। [648, 1605, 916, 1702]
article-slum [218, 1786, 918, 2322]
